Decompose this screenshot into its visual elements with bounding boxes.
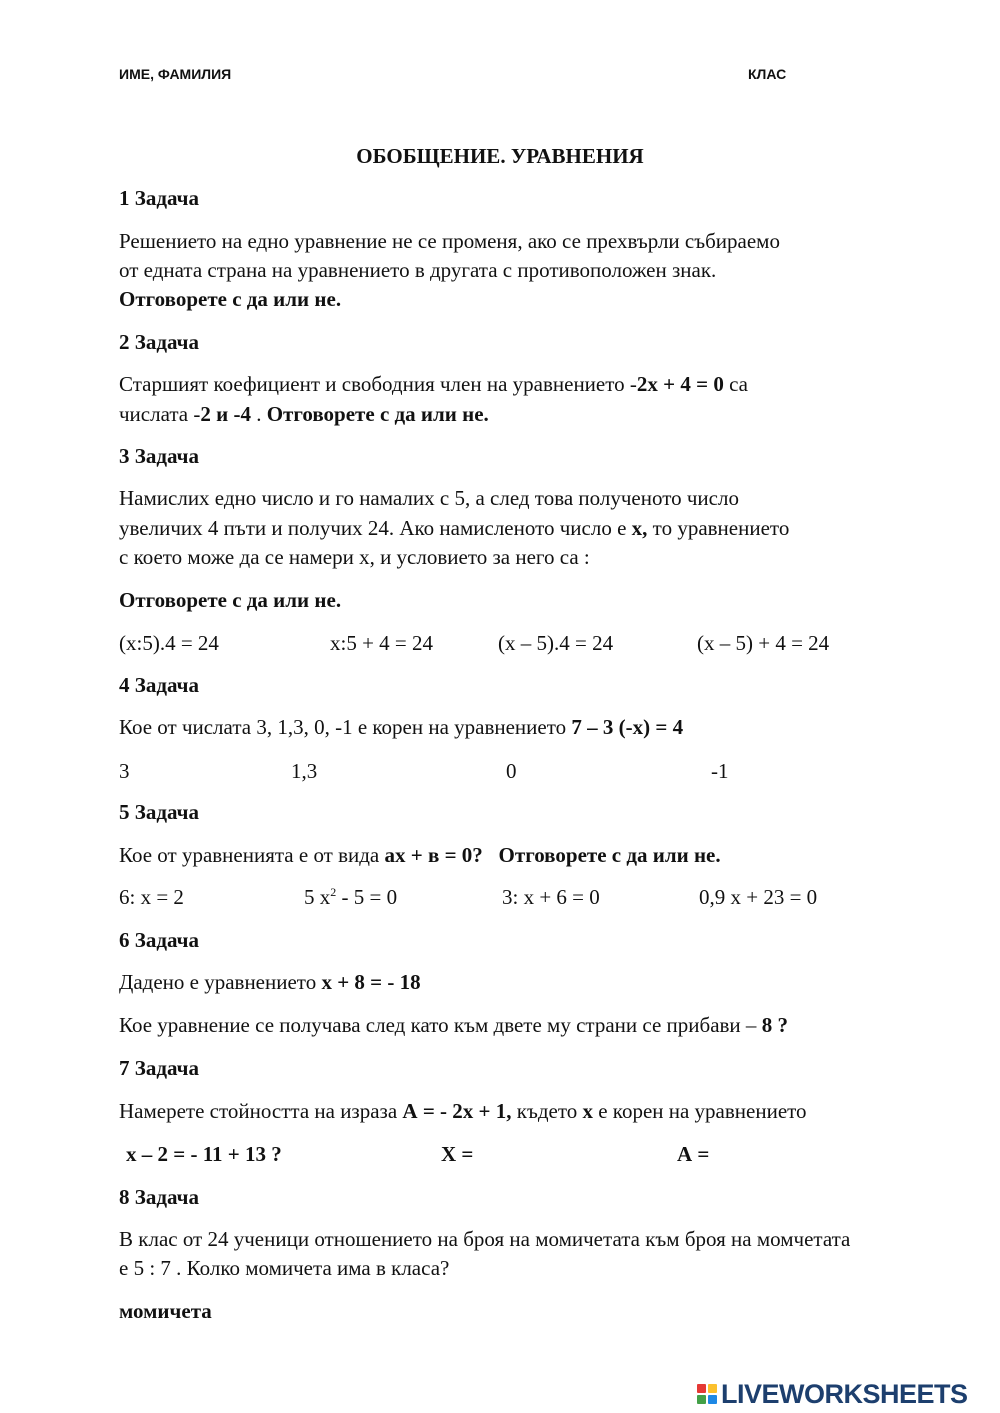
task-5-option-1[interactable]: 6: х = 2 [119, 885, 184, 909]
task-5-option-3[interactable]: 3: х + 6 = 0 [502, 885, 600, 909]
task-3-option-2[interactable]: х:5 + 4 = 24 [330, 631, 434, 655]
task-4-heading: 4 Задача [119, 673, 199, 697]
logo-icon [697, 1384, 717, 1404]
task-3-line-2 [119, 516, 789, 541]
task-7-equation: х – 2 = - 11 + 13 ? [126, 1142, 282, 1166]
task-2-line-1 [119, 372, 748, 397]
task-6-line-1 [119, 970, 421, 995]
task-8-line-1: В клас от 24 ученици отношението на броя на момичетата към броя на момчетата [119, 1227, 851, 1251]
page-title: ОБОБЩЕНИЕ. УРАВНЕНИЯ [356, 144, 644, 168]
task-2-numbers: 2 и -4 [200, 402, 251, 426]
name-label: ИМЕ, ФАМИЛИЯ [119, 66, 232, 82]
task-2-instruction: Отговорете с да или не. [266, 402, 489, 426]
logo-cell-3 [697, 1395, 706, 1404]
logo-cell-4 [708, 1395, 717, 1404]
task-7-line-1 [119, 1099, 807, 1124]
task-5-heading: 5 Задача [119, 800, 199, 824]
task-2-text-end: са [723, 372, 748, 396]
task-7-variable: х [582, 1099, 593, 1123]
task-4-option-1[interactable]: 3 [119, 759, 130, 783]
task-2-equation: 2х + 4 = 0 [636, 372, 724, 396]
task-4-option-3[interactable]: 0 [506, 759, 517, 783]
task-7-mid: където [511, 1099, 583, 1123]
task-7-expression: А = - 2х + 1, [402, 1099, 512, 1123]
task-2-dot: . [250, 402, 267, 426]
task-3-line-2-end: то уравнението [647, 516, 790, 540]
task-5-text: Кое от уравненията е от вида [119, 843, 385, 867]
task-6-equation: х + 8 = - 18 [321, 970, 421, 994]
task-5-option-2-exponent: 2 [330, 885, 337, 899]
task-4-text: Кое от числата 3, 1,3, 0, -1 е корен на уравнението [119, 715, 572, 739]
task-3-option-1[interactable]: (х:5).4 = 24 [119, 631, 219, 655]
task-3-instruction: Отговорете с да или не. [119, 588, 342, 612]
task-6-value: 8 ? [761, 1013, 788, 1037]
task-7-end: е корен на уравнението [592, 1099, 807, 1123]
task-6-text: Дадено е уравнението [119, 970, 322, 994]
task-6-question: Кое уравнение се получава след като към двете му страни се прибави – [119, 1013, 762, 1037]
task-5-form: ах + в = 0? [384, 843, 483, 867]
class-label: КЛАС [748, 66, 787, 82]
task-4-equation: 7 – 3 (-х) = 4 [571, 715, 684, 739]
task-3-heading: 3 Задача [119, 444, 199, 468]
task-2-text: Старшият коефициент и свободния член на уравнението - [119, 372, 637, 396]
task-1-heading: 1 Задача [119, 186, 199, 210]
task-7-x-label: Х = [441, 1142, 474, 1166]
liveworksheets-logo [697, 1379, 968, 1409]
task-6-line-2 [119, 1013, 788, 1038]
task-5-option-2-rest: - 5 = 0 [336, 885, 398, 909]
task-4-line-1 [119, 715, 683, 740]
task-5-option-2[interactable] [304, 885, 397, 910]
task-3-line-2-text: увеличих 4 пъти и получих 24. Ако намисленото число е [119, 516, 632, 540]
task-1-instruction: Отговорете с да или не. [119, 287, 342, 311]
task-4-option-4[interactable]: -1 [711, 759, 729, 783]
task-4-option-2[interactable]: 1,3 [291, 759, 318, 783]
task-2-line-2-text: числата - [119, 402, 201, 426]
logo-text: LIVEWORKSHEETS [721, 1378, 968, 1409]
task-1-line-2: от едната страна на уравнението в другата с противоположен знак. [119, 258, 717, 282]
task-3-line-3: с което може да се намери х, и условието за него са : [119, 545, 590, 569]
task-2-heading: 2 Задача [119, 330, 199, 354]
task-7-a-label: А = [677, 1142, 710, 1166]
task-1-line-1: Решението на едно уравнение не се променя, ако се прехвърли събираемо [119, 229, 780, 253]
task-8-line-2: е 5 : 7 . Колко момичета има в класа? [119, 1256, 450, 1280]
task-7-text: Намерете стойността на израза [119, 1099, 403, 1123]
task-8-answer-label: момичета [119, 1299, 212, 1323]
task-5-option-4[interactable]: 0,9 х + 23 = 0 [699, 885, 818, 909]
logo-cell-2 [708, 1384, 717, 1393]
task-3-variable: х, [631, 516, 648, 540]
task-2-line-2 [119, 402, 489, 427]
task-7-heading: 7 Задача [119, 1056, 199, 1080]
task-5-line-1 [119, 843, 721, 868]
task-3-line-1: Намислих едно число и го намалих с 5, а след това полученото число [119, 486, 739, 510]
logo-cell-1 [697, 1384, 706, 1393]
task-5-instruction: Отговорете с да или не. [498, 843, 721, 867]
task-3-option-3[interactable]: (х – 5).4 = 24 [498, 631, 614, 655]
task-8-heading: 8 Задача [119, 1185, 199, 1209]
task-5-option-2-base: 5 х [304, 885, 331, 909]
task-3-option-4[interactable]: (х – 5) + 4 = 24 [697, 631, 830, 655]
task-6-heading: 6 Задача [119, 928, 199, 952]
